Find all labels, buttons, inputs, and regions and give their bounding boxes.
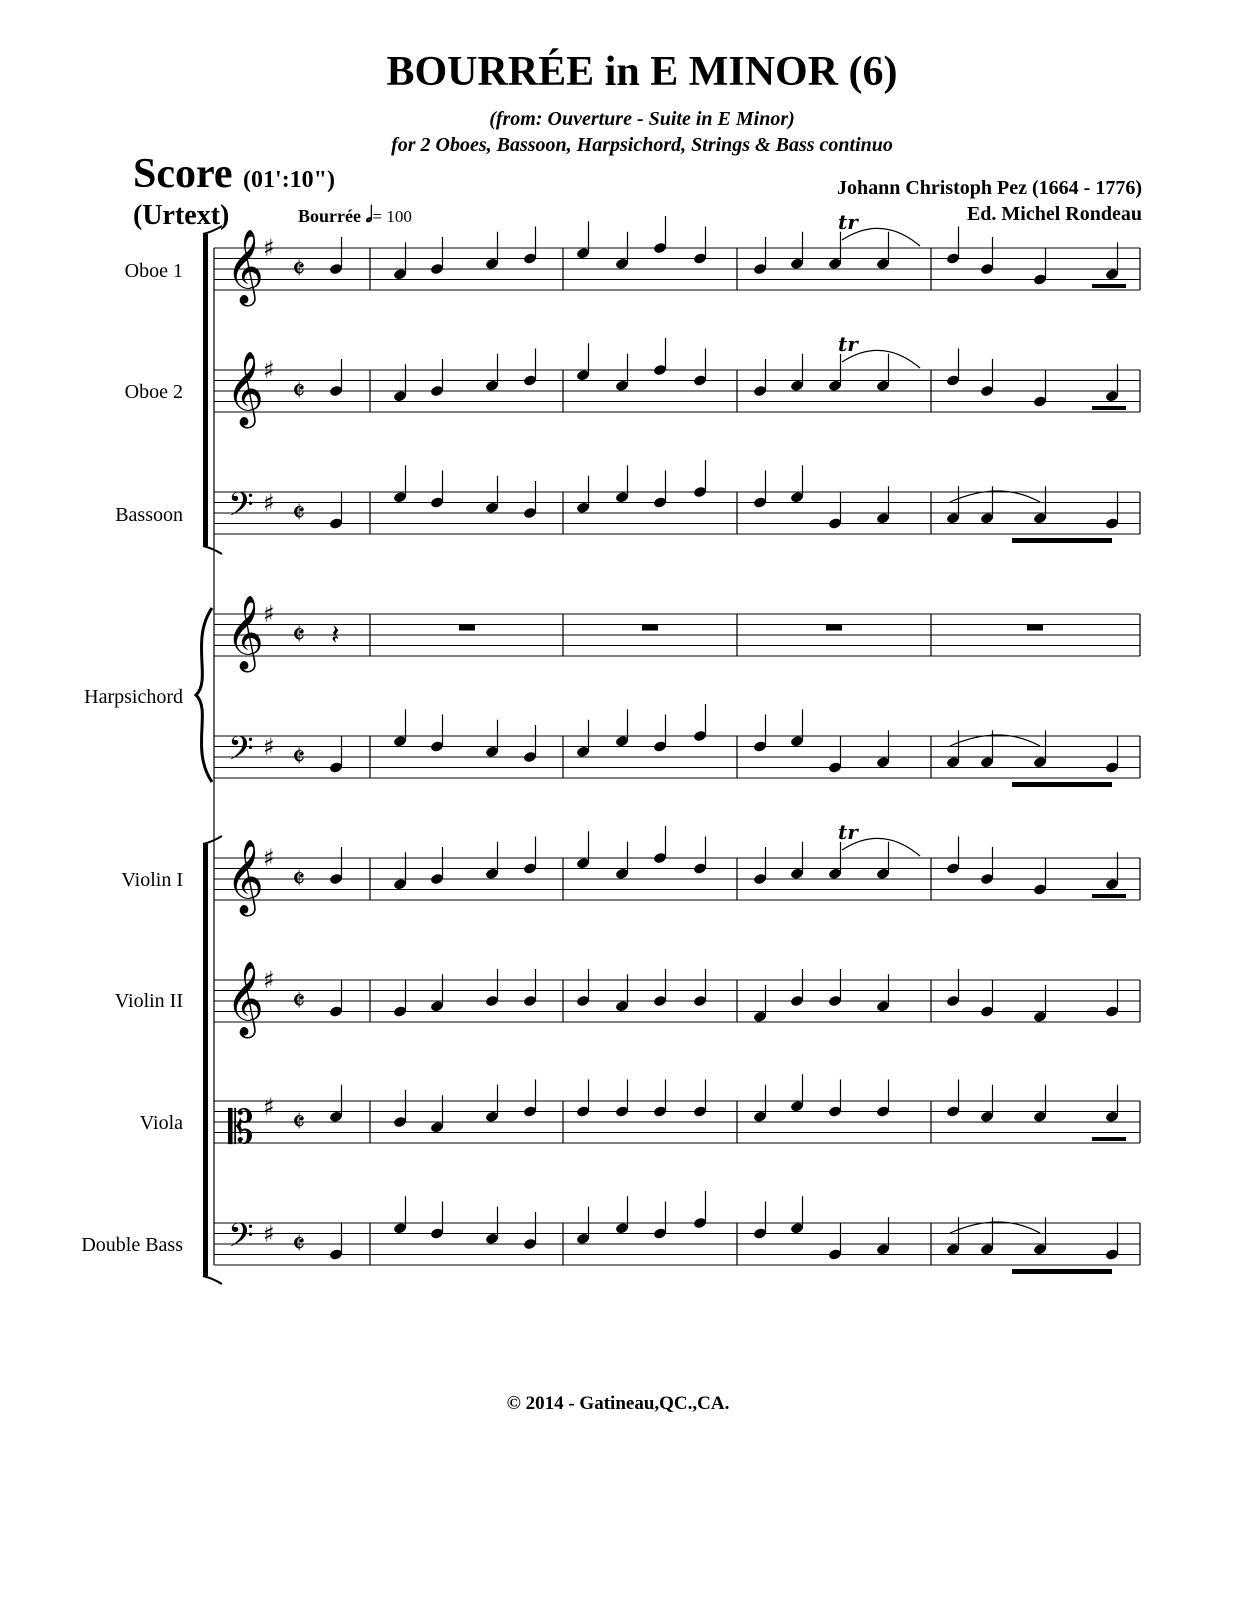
cut-time-icon: 𝄵 bbox=[292, 740, 306, 775]
score-word: Score bbox=[133, 151, 233, 197]
instrument-name-oboe-2: Oboe 2 bbox=[124, 381, 183, 403]
quarter-rest-icon: 𝄽 bbox=[331, 618, 340, 651]
sharp-icon: ♯ bbox=[263, 234, 275, 262]
tempo-value: = 100 bbox=[372, 207, 412, 226]
slur bbox=[950, 1222, 1040, 1233]
sharp-icon: ♯ bbox=[263, 489, 275, 517]
bass-clef-icon: 𝄢 bbox=[228, 730, 254, 776]
copyright-footer: © 2014 - Gatineau,QC.,CA. bbox=[506, 1393, 730, 1414]
whole-rest bbox=[826, 625, 842, 631]
sharp-icon: ♯ bbox=[263, 733, 275, 761]
whole-rest bbox=[459, 625, 475, 631]
cut-time-icon: 𝄵 bbox=[292, 374, 306, 409]
score-duration: (01':10") bbox=[243, 167, 335, 193]
sharp-icon: ♯ bbox=[263, 600, 275, 628]
strings-bracket-bottom bbox=[203, 1276, 222, 1284]
instrument-name-oboe-1: Oboe 1 bbox=[124, 260, 183, 282]
treble-clef-icon: 𝄞 bbox=[226, 230, 264, 304]
instrument-name-viola: Viola bbox=[139, 1112, 183, 1134]
bass-clef-icon: 𝄢 bbox=[228, 1217, 254, 1263]
harpsichord-brace bbox=[196, 608, 212, 782]
sharp-icon: ♯ bbox=[263, 1220, 275, 1248]
winds-bracket-bottom bbox=[203, 546, 222, 554]
beam bbox=[1092, 1137, 1126, 1141]
sharp-icon: ♯ bbox=[263, 966, 275, 994]
trill-ornament: tr bbox=[838, 210, 858, 234]
sharp-icon: ♯ bbox=[263, 1093, 275, 1121]
sharp-icon: ♯ bbox=[263, 844, 275, 872]
beam bbox=[1092, 894, 1126, 898]
cut-time-icon: 𝄵 bbox=[292, 252, 306, 287]
score-title: BOURRÉE in E MINOR (6) bbox=[386, 49, 898, 95]
cut-time-icon: 𝄵 bbox=[292, 1227, 306, 1262]
cut-time-icon: 𝄵 bbox=[292, 496, 306, 531]
treble-clef-icon: 𝄞 bbox=[226, 352, 264, 426]
slur bbox=[950, 491, 1040, 502]
beam bbox=[1092, 284, 1126, 288]
score-subtitle-instrumentation: for 2 Oboes, Bassoon, Harpsichord, Strings & Bass continuo bbox=[391, 134, 893, 156]
whole-rest bbox=[1027, 625, 1043, 631]
instrument-name-bassoon: Bassoon bbox=[115, 504, 183, 526]
instrument-name-double-bass: Double Bass bbox=[81, 1234, 183, 1256]
beam bbox=[1012, 538, 1112, 543]
treble-clef-icon: 𝄞 bbox=[226, 962, 264, 1036]
trill-ornament: tr bbox=[838, 332, 858, 356]
treble-clef-icon: 𝄞 bbox=[226, 596, 264, 670]
tempo-label: Bourrée bbox=[298, 206, 361, 226]
bass-clef-icon: 𝄢 bbox=[228, 486, 254, 532]
strings-bracket-top bbox=[203, 836, 222, 844]
beam bbox=[1092, 406, 1126, 410]
winds-bracket-top bbox=[203, 226, 222, 234]
cut-time-icon: 𝄵 bbox=[292, 984, 306, 1019]
alto-clef-icon: 𝄡 bbox=[228, 1100, 254, 1154]
instrument-name-harpsichord: Harpsichord bbox=[84, 686, 183, 708]
edition-label: (Urtext) bbox=[133, 200, 230, 231]
beam bbox=[1012, 782, 1112, 787]
trill-ornament: tr bbox=[838, 820, 858, 844]
beam bbox=[1012, 1269, 1112, 1274]
half-note-icon: 𝅗𝅥 bbox=[365, 202, 373, 227]
editor-credit: Ed. Michel Rondeau bbox=[966, 203, 1142, 225]
whole-rest bbox=[642, 625, 658, 631]
sharp-icon: ♯ bbox=[263, 356, 275, 384]
cut-time-icon: 𝄵 bbox=[292, 1105, 306, 1140]
composer-credit: Johann Christoph Pez (1664 - 1776) bbox=[836, 177, 1142, 199]
score-subtitle-source: (from: Ouverture - Suite in E Minor) bbox=[489, 108, 795, 130]
slur bbox=[950, 735, 1040, 746]
treble-clef-icon: 𝄞 bbox=[226, 840, 264, 914]
instrument-name-violin-1: Violin I bbox=[121, 869, 183, 891]
cut-time-icon: 𝄵 bbox=[292, 862, 306, 897]
cut-time-icon: 𝄵 bbox=[292, 618, 306, 653]
instrument-name-violin-2: Violin II bbox=[114, 990, 183, 1012]
